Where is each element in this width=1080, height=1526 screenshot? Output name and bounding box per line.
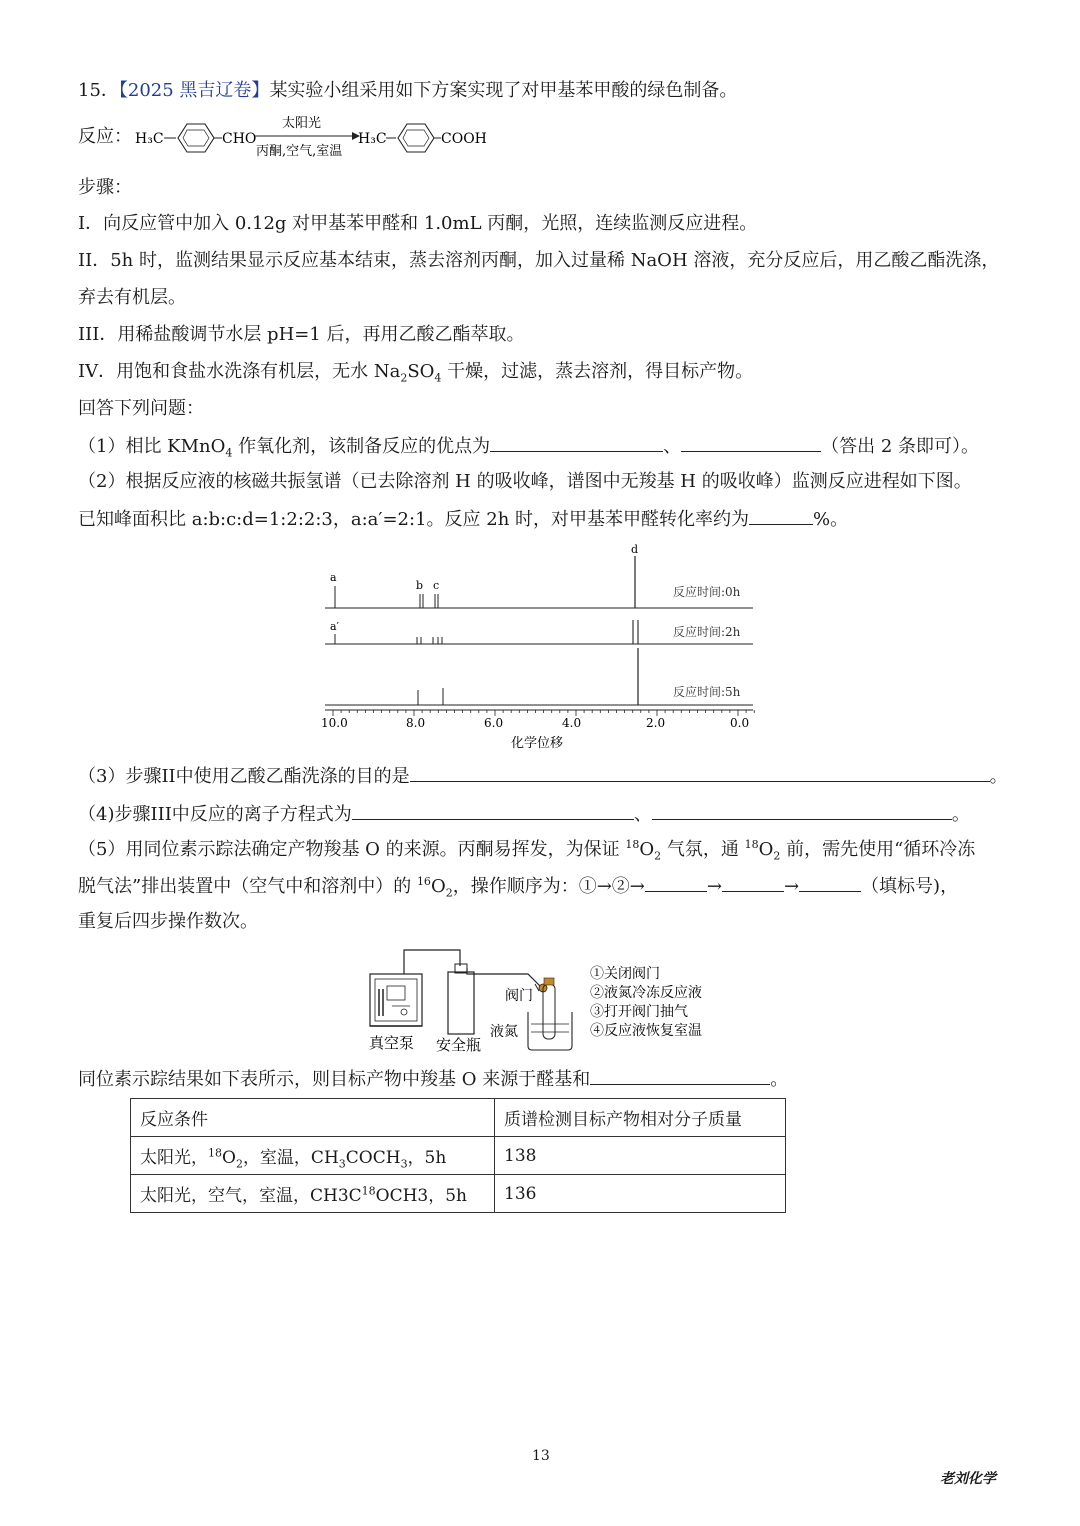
question-2-line2: 已知峰面积比 a:b:c:d=1:2:2:3，a:a′=2:1。反应 2h 时，对甲基苯甲醛转化率约为 %。 — [78, 509, 849, 530]
isotope-question: 同位素示踪结果如下表所示，则目标产物中羧基 O 来源于醛基和 。 — [78, 1069, 789, 1090]
answer-blank-5a[interactable] — [645, 874, 707, 892]
page-number: 13 — [532, 1448, 550, 1464]
table-cell-condition: 太阳光，$^{18}O_2$，室温，$CH_3COCH_3$，5h — [131, 1137, 495, 1175]
nmr-axis-ticks — [333, 710, 754, 716]
label-c: c — [433, 579, 440, 592]
table-row — [131, 1175, 786, 1213]
trace-2h-label: 反应时间:2h — [673, 625, 741, 639]
trace-0h-label: 反应时间:0h — [673, 585, 741, 599]
label-liquid-nitrogen: 液氮 — [490, 1024, 518, 1040]
reaction-scheme — [132, 112, 492, 162]
question-header — [78, 79, 737, 103]
answer-blank-1b[interactable] — [681, 434, 821, 452]
tick-0: 0.0 — [730, 716, 750, 730]
answer-blank-6[interactable] — [590, 1067, 770, 1085]
answer-blank-2[interactable] — [749, 507, 813, 525]
step-2: II．5h 时，监测结果显示反应基本结束，蒸去溶剂丙酮，加入过量稀 NaOH 溶液，充分反应后，用乙酸乙酯洗涤， — [78, 250, 1000, 271]
answer-prompt: 回答下列问题： — [78, 398, 204, 419]
table-header-cell: 反应条件 — [131, 1099, 495, 1137]
step-2-cont: 弃去有机层。 — [78, 287, 186, 308]
answer-blank-4a[interactable] — [352, 802, 634, 820]
isotope-table — [130, 1098, 786, 1213]
question-source: 【2025 黑吉辽卷】 — [118, 80, 270, 101]
step-1: I．向反应管中加入 0.12g 对甲基苯甲醛和 1.0mL 丙酮，光照，连续监测反应进程。 — [78, 213, 758, 234]
steps-heading: 步骤： — [78, 177, 132, 198]
degas-apparatus — [360, 944, 730, 1056]
operation-1: ①关闭阀门 — [590, 966, 660, 982]
reactant-aldehyde: CHO — [222, 131, 257, 147]
label-vacuum-pump: 真空泵 — [369, 1034, 415, 1052]
question-1: （1）相比 KMnO$_4$ 作氧化剂，该制备反应的优点为 、 （答出 2 条即可）。 — [78, 436, 980, 460]
answer-blank-4b[interactable] — [652, 802, 952, 820]
tick-6: 6.0 — [484, 716, 504, 730]
reactant-methyl: H₃C — [135, 131, 164, 147]
nmr-axis-title: 化学位移 — [511, 736, 564, 751]
question-intro: 某实验小组采用如下方案实现了对甲基苯甲酸的绿色制备。 — [269, 80, 738, 101]
answer-blank-3[interactable] — [410, 764, 990, 782]
arrow-condition-bottom: 丙酮,空气,室温 — [256, 144, 343, 159]
label-a: a — [330, 571, 337, 584]
question-number: 15． — [78, 80, 119, 101]
table-cell-mass: 138 — [495, 1137, 786, 1175]
question-4: （4)步骤III中反应的离子方程式为 、 。 — [78, 804, 970, 825]
product-carboxyl: COOH — [441, 131, 487, 147]
step-3: III．用稀盐酸调节水层 pH=1 后，再用乙酸乙酯萃取。 — [78, 324, 525, 345]
tick-8: 8.0 — [406, 716, 426, 730]
tick-10: 10.0 — [321, 716, 348, 730]
table-row — [131, 1137, 786, 1175]
table-cell-condition: 太阳光，空气，室温，$CH3C^{18}OCH3$，5h — [131, 1175, 495, 1213]
table-header-row — [131, 1099, 786, 1137]
arrow-condition-top: 太阳光 — [282, 116, 322, 131]
label-safety-bottle: 安全瓶 — [436, 1036, 482, 1054]
operation-3: ③打开阀门抽气 — [590, 1004, 688, 1020]
liquid-nitrogen-bath — [528, 1012, 572, 1050]
question-2-line1: （2）根据反应液的核磁共振氢谱（已去除溶剂 H 的吸收峰，谱图中无羧基 H 的吸收峰）监测反应进程如下图。 — [78, 471, 972, 492]
table-header-cell: 质谱检测目标产物相对分子质量 — [495, 1099, 786, 1137]
step-4: IV．用饱和食盐水洗涤有机层，无水 $Na_2SO_4$ 干燥，过滤，蒸去溶剂，得目标产物。 — [78, 361, 754, 385]
question-5-line2: 脱气法”排出装置中（空气中和溶剂中）的 $^{16}O_2$，操作顺序为：①→②→ → → （填标号)， — [78, 875, 959, 900]
reaction-tube — [543, 984, 555, 1039]
safety-bottle — [448, 972, 474, 1034]
table-cell-mass: 136 — [495, 1175, 786, 1213]
label-d: d — [631, 543, 639, 556]
question-3: （3）步骤II中使用乙酸乙酯洗涤的目的是 。 — [78, 766, 1008, 787]
tick-2: 2.0 — [646, 716, 666, 730]
reaction-label: 反应： — [78, 126, 132, 147]
brand-mark: 老刘化学 — [940, 1471, 996, 1487]
label-b: b — [416, 579, 424, 592]
answer-blank-1a[interactable] — [490, 434, 663, 452]
operation-4: ④反应液恢复室温 — [590, 1023, 702, 1039]
nmr-spectra — [315, 538, 765, 760]
tick-4: 4.0 — [562, 716, 582, 730]
answer-blank-5b[interactable] — [722, 874, 784, 892]
trace-5h-label: 反应时间:5h — [673, 685, 741, 699]
label-valve: 阀门 — [505, 988, 533, 1004]
question-5-line1: （5）用同位素示踪法确定产物羧基 O 的来源。丙酮易挥发，为保证 $^{18}O_2$ 气氛，通 $^{18}O_2$ 前，需先使用“循环冷冻 — [78, 838, 976, 863]
answer-blank-5c[interactable] — [799, 874, 861, 892]
operation-2: ②液氮冷冻反应液 — [590, 985, 702, 1001]
product-methyl: H₃C — [358, 131, 387, 147]
label-a-prime: a′ — [330, 620, 340, 633]
question-5-line3: 重复后四步操作数次。 — [78, 911, 258, 932]
